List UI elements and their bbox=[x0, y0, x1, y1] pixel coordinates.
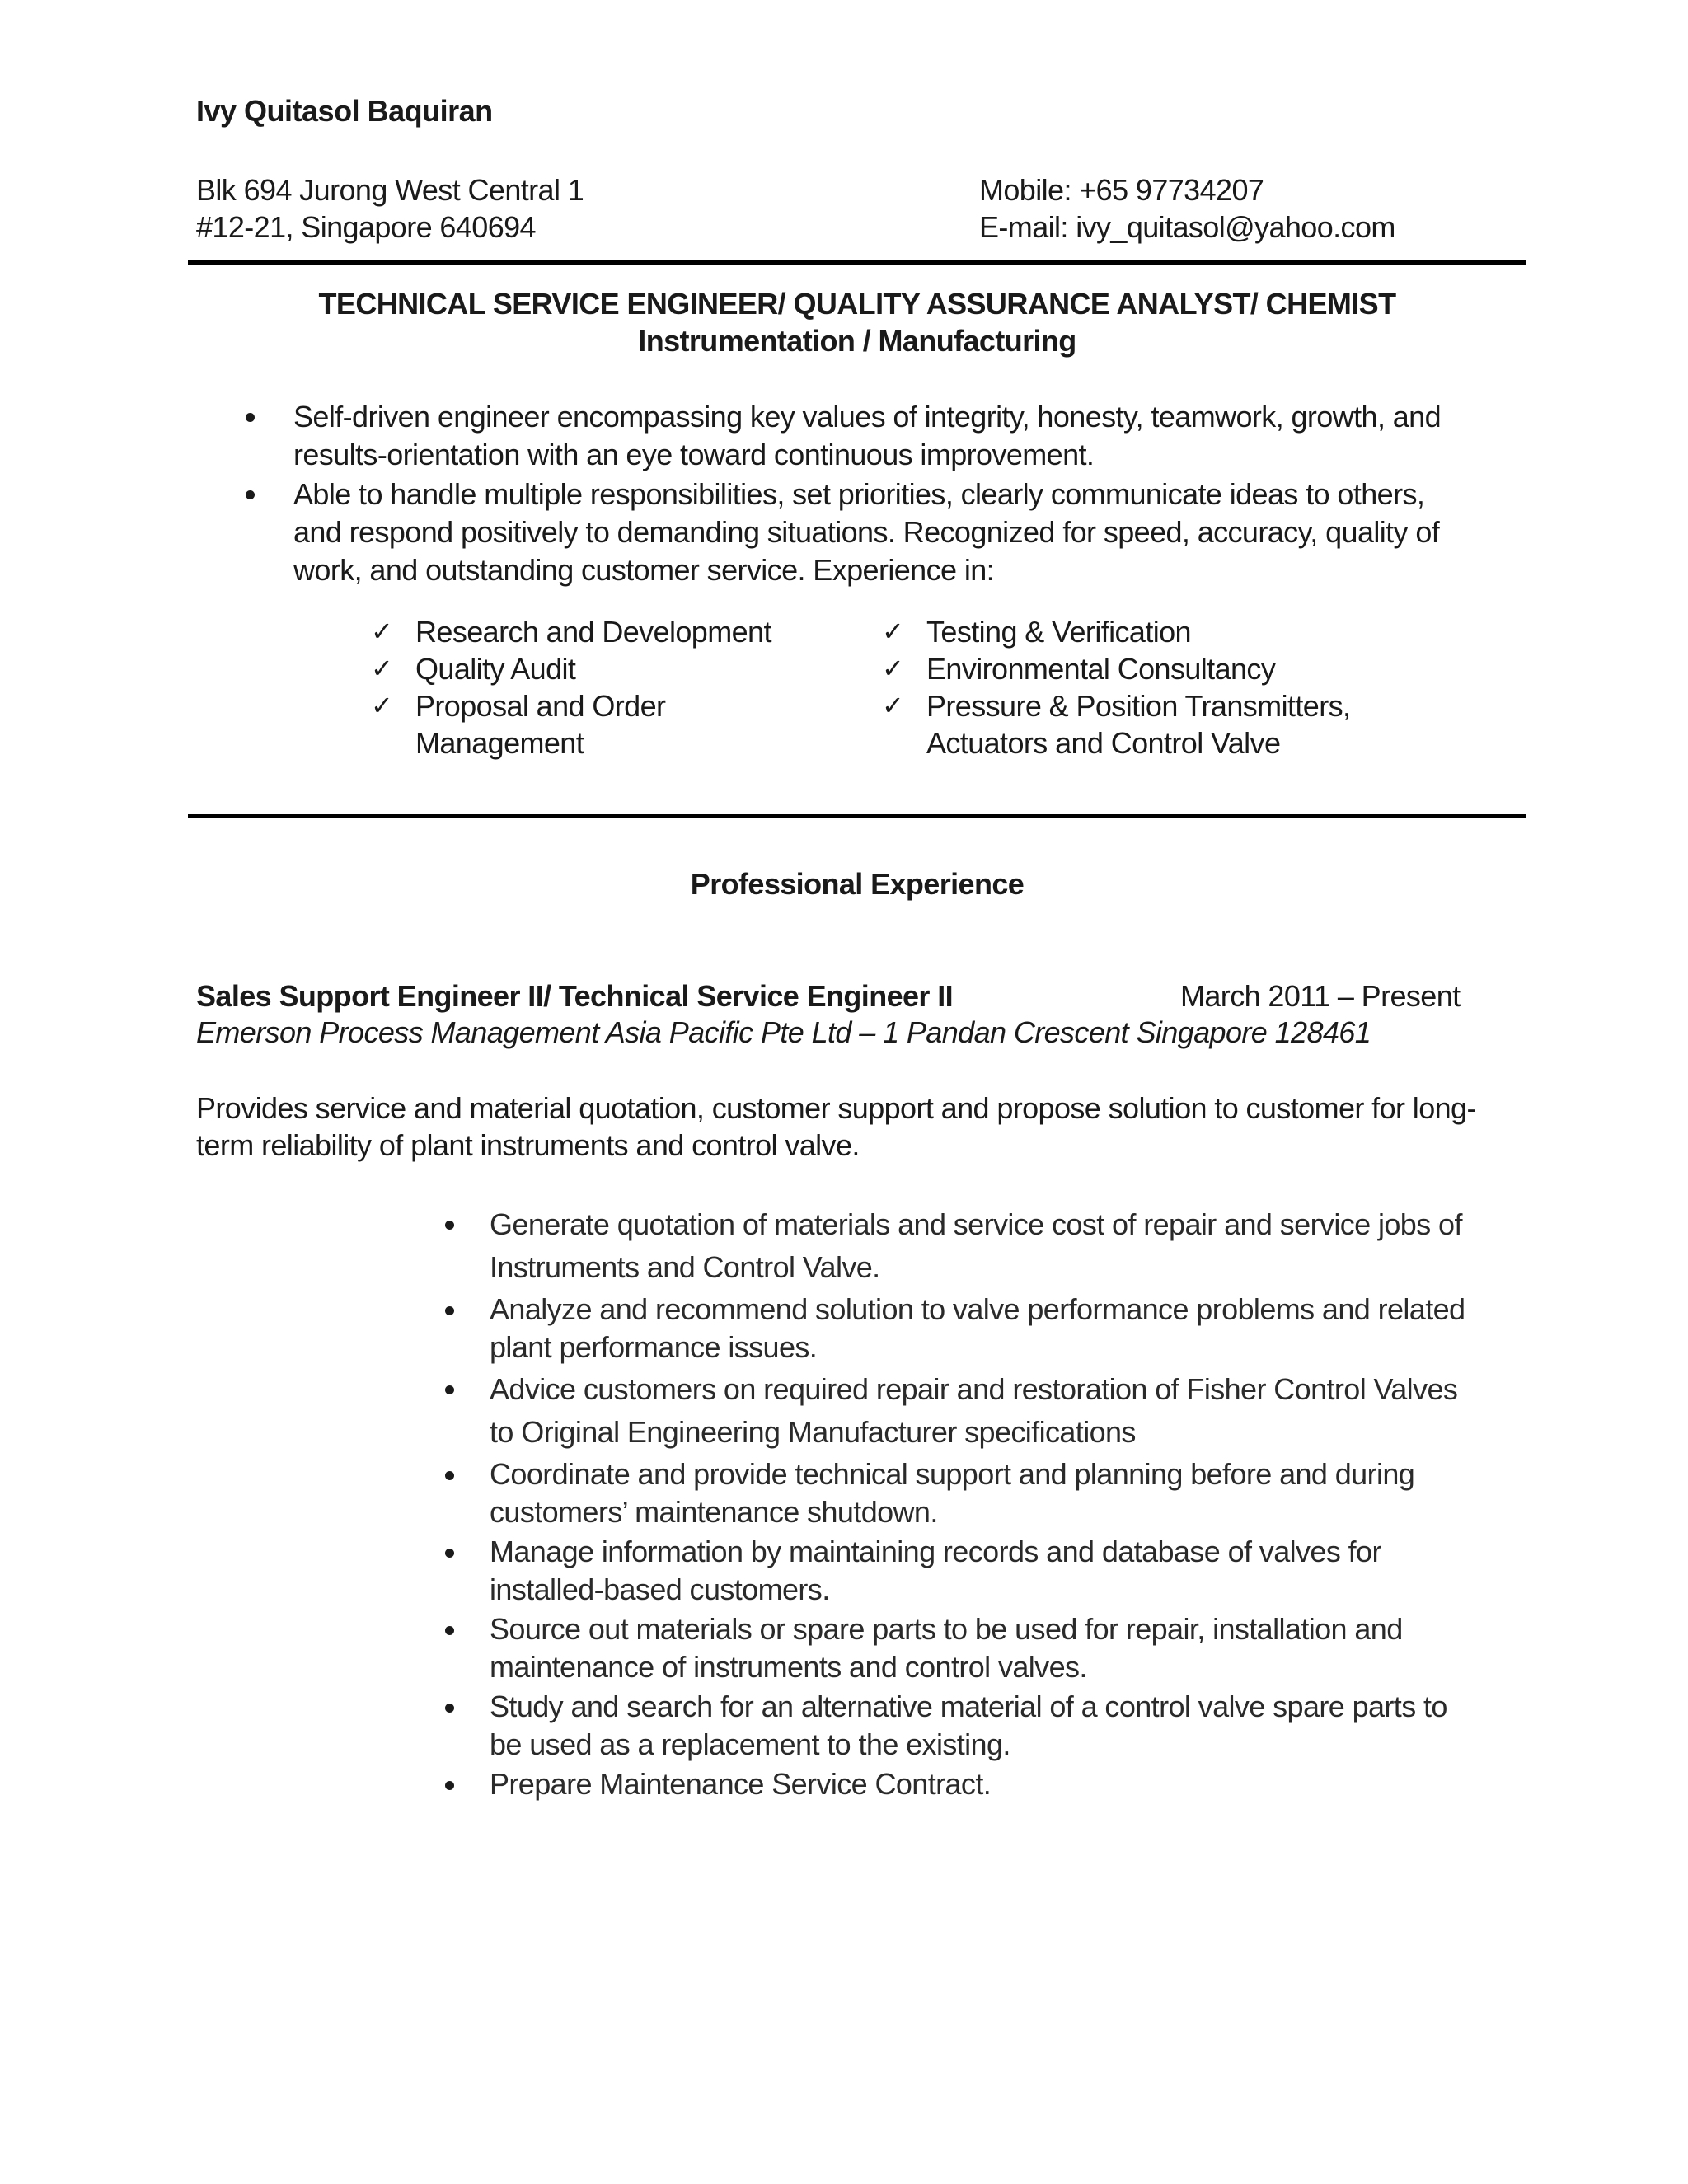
checkmark-icon: ✓ bbox=[882, 616, 904, 647]
summary-list bbox=[239, 398, 1475, 591]
duty-text: Analyze and recommend solution to valve performance problems and related plant performance issues. bbox=[490, 1292, 1465, 1364]
checkmark-icon: ✓ bbox=[882, 653, 904, 684]
address-line-2: #12-21, Singapore 640694 bbox=[196, 210, 536, 244]
duty-text: Prepare Maintenance Service Contract. bbox=[490, 1767, 992, 1801]
duty-item bbox=[437, 1203, 1484, 1289]
duty-item bbox=[437, 1291, 1484, 1366]
bullet-dot-icon bbox=[445, 1781, 454, 1790]
summary-item-text: Self-driven engineer encompassing key values of integrity, honesty, teamwork, growth, and results-orientation with an eye toward continuous improvement. bbox=[293, 400, 1442, 471]
duty-text: Coordinate and provide technical support and planning before and during customers’ maintenance shutdown. bbox=[490, 1457, 1415, 1529]
duty-text: Study and search for an alternative material of a control valve spare parts to be used as a replacement to the existing. bbox=[490, 1690, 1447, 1761]
skill-item bbox=[882, 613, 1475, 650]
bullet-dot-icon bbox=[246, 413, 255, 422]
skill-item bbox=[882, 650, 1475, 687]
skill-item bbox=[882, 687, 1475, 762]
headline-subtitle: Instrumentation / Manufacturing bbox=[638, 324, 1076, 358]
job-company: Emerson Process Management Asia Pacific Pte Ltd – 1 Pandan Crescent Singapore 128461 bbox=[196, 1015, 1372, 1049]
headline bbox=[188, 285, 1526, 359]
skill-label: Environmental Consultancy bbox=[926, 652, 1276, 686]
section-title-experience: Professional Experience bbox=[690, 867, 1025, 901]
skill-label: Proposal and Order Management bbox=[415, 689, 666, 760]
skill-label: Quality Audit bbox=[415, 652, 576, 686]
duty-text: Advice customers on required repair and restoration of Fisher Control Valves to Original Engineering Manufacturer specifications bbox=[490, 1372, 1458, 1449]
bullet-dot-icon bbox=[445, 1549, 454, 1558]
duties-list bbox=[437, 1203, 1484, 1805]
summary-item bbox=[239, 476, 1475, 589]
checkmark-icon: ✓ bbox=[371, 616, 393, 647]
duty-item bbox=[437, 1610, 1484, 1686]
summary-divider bbox=[188, 814, 1526, 818]
duty-item bbox=[437, 1455, 1484, 1531]
skill-label: Research and Development bbox=[415, 615, 771, 649]
summary-item-text: Able to handle multiple responsibilities, set priorities, clearly communicate ideas to others, and respond positively to demanding situations. Recognized for speed, accuracy, quality of work, and outstanding customer service. Experience in: bbox=[293, 477, 1440, 587]
bullet-dot-icon bbox=[246, 490, 255, 499]
candidate-name: Ivy Quitasol Baquiran bbox=[196, 94, 493, 128]
email-address: E-mail: ivy_quitasol@yahoo.com bbox=[979, 210, 1395, 244]
mobile-number: Mobile: +65 97734207 bbox=[979, 173, 1264, 207]
duty-item bbox=[437, 1368, 1484, 1454]
bullet-dot-icon bbox=[445, 1385, 454, 1394]
checkmark-icon: ✓ bbox=[371, 690, 393, 721]
job-title: Sales Support Engineer II/ Technical Service Engineer II bbox=[196, 979, 954, 1013]
bullet-dot-icon bbox=[445, 1471, 454, 1480]
checkmark-icon: ✓ bbox=[882, 690, 904, 721]
duty-text: Source out materials or spare parts to be used for repair, installation and maintenance of instruments and control valves. bbox=[490, 1612, 1403, 1684]
skill-label: Testing & Verification bbox=[926, 615, 1191, 649]
checkmark-icon: ✓ bbox=[371, 653, 393, 684]
address-block bbox=[196, 171, 584, 246]
skill-item bbox=[371, 687, 799, 762]
duty-item bbox=[437, 1688, 1484, 1764]
duty-text: Generate quotation of materials and service cost of repair and service jobs of Instruments and Control Valve. bbox=[490, 1207, 1462, 1284]
bullet-dot-icon bbox=[445, 1704, 454, 1713]
skill-item bbox=[371, 613, 799, 650]
job-dates: March 2011 – Present bbox=[1180, 979, 1461, 1013]
job-summary: Provides service and material quotation, customer support and propose solution to customer for long-term reliability of plant instruments and control valve. bbox=[196, 1091, 1476, 1162]
summary-item bbox=[239, 398, 1475, 474]
header-divider bbox=[188, 260, 1526, 265]
duty-item bbox=[437, 1765, 1484, 1803]
duty-item bbox=[437, 1533, 1484, 1609]
contact-block bbox=[979, 171, 1395, 246]
skills-list-right bbox=[882, 613, 1475, 762]
skills-list-left bbox=[371, 613, 799, 762]
bullet-dot-icon bbox=[445, 1626, 454, 1635]
headline-title: TECHNICAL SERVICE ENGINEER/ QUALITY ASSURANCE ANALYST/ CHEMIST bbox=[318, 287, 1396, 321]
address-line-1: Blk 694 Jurong West Central 1 bbox=[196, 173, 584, 207]
duty-text: Manage information by maintaining records and database of valves for installed-based customers. bbox=[490, 1535, 1381, 1606]
bullet-dot-icon bbox=[445, 1306, 454, 1315]
bullet-dot-icon bbox=[445, 1221, 454, 1230]
skill-item bbox=[371, 650, 799, 687]
skill-label: Pressure & Position Transmitters, Actuators and Control Valve bbox=[926, 689, 1351, 760]
